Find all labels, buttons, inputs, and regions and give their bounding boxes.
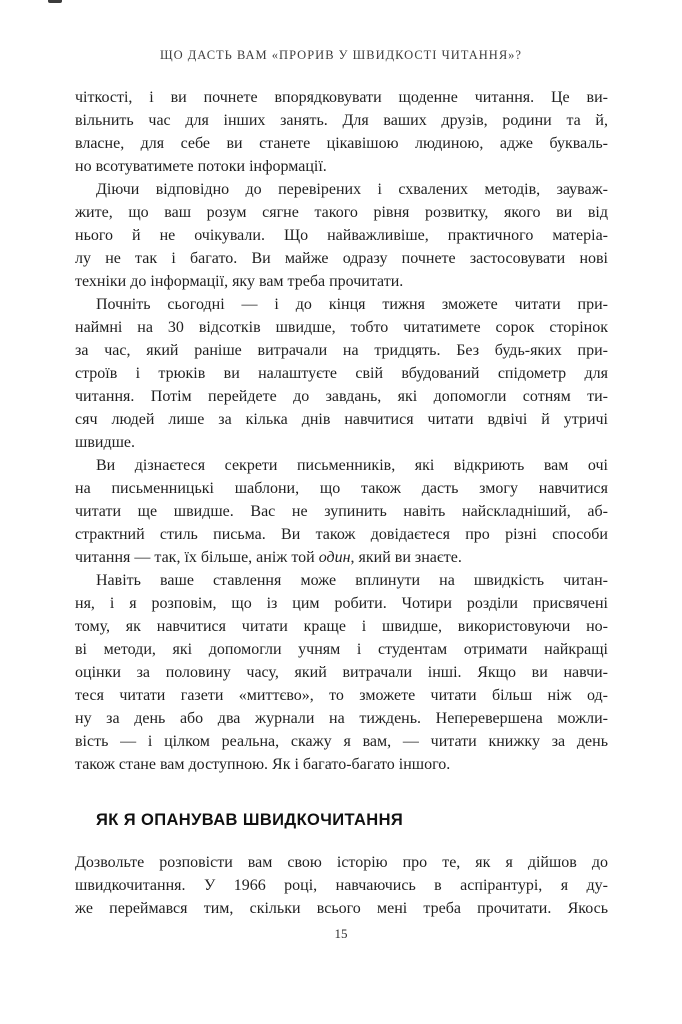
text-line: Діючи відповідно до перевірених і схвалених методів, зауваж-	[96, 181, 608, 198]
text-line: на письменницькі шаблони, що також дасть змогу навчитися	[75, 480, 608, 497]
paragraph	[75, 851, 608, 920]
text-line: за час, який раніше витрачали на тридцять. Без будь-яких при-	[75, 342, 608, 359]
text-line: строїв і трюків ви налаштуєте свій вбудований спідометр для	[75, 365, 608, 382]
text-line: оцінки за половину часу, який витрачали інші. Якщо ви навчи-	[75, 664, 608, 681]
text-line: страктний стиль письма. Ви також довідаєтеся про різні способи	[75, 526, 608, 543]
body-text	[75, 86, 608, 920]
section-heading: ЯК Я ОПАНУВАВ ШВИДКОЧИТАННЯ	[96, 811, 404, 829]
text-line: лу не так і багато. Ви майже одразу почнете застосовувати нові	[75, 250, 608, 267]
text-line: вільнить час для інших занять. Для ваших друзів, родини та й,	[75, 112, 608, 129]
text-line: ну за день або два журнали на тиждень. Неперевершена можли-	[75, 710, 608, 727]
paragraph	[75, 178, 608, 293]
text-line: чіткості, і ви почнете впорядковувати щоденне читання. Це ви-	[75, 89, 608, 106]
text-line: Навіть ваше ставлення може вплинути на швидкість читан-	[96, 572, 608, 589]
text-line: читання — так, їх більше, аніж той один, який ви знаєте.	[75, 549, 462, 566]
text-line: ві методи, які допомогли учням і студентам отримати найкращі	[75, 641, 608, 658]
paragraphs-bottom	[75, 851, 608, 920]
paragraphs-top	[75, 86, 608, 776]
text-line: теся читати газети «миттєво», то зможете читати більш ніж од-	[75, 687, 608, 704]
text-line: нього й не очікували. Що найважливіше, практичного матеріа-	[75, 227, 608, 244]
text-line: ня, і я розповім, що із цим робити. Чотири розділи присвячені	[75, 595, 608, 612]
text-line: Дозвольте розповісти вам свою історію про те, як я дійшов до	[75, 854, 608, 871]
text-line: власне, для себе ви станете цікавішою людиною, адже букваль-	[75, 135, 608, 152]
paragraph	[75, 454, 608, 569]
text-line: Ви дізнаєтеся секрети письменників, які відкриють вам очі	[96, 457, 608, 474]
paragraph	[75, 569, 608, 776]
running-head: ЩО ДАСТЬ ВАМ «ПРОРИВ У ШВИДКОСТІ ЧИТАННЯ»?	[160, 48, 522, 62]
text-line: же переймався тим, скільки всього мені треба прочитати. Якось	[75, 900, 608, 917]
text-line: сяч людей лише за кілька днів навчитися читати вдвічі й утричі	[75, 411, 608, 428]
text-line: но всотуватимете потоки інформації.	[75, 158, 327, 175]
paragraph	[75, 86, 608, 178]
text-line: читання. Потім перейдете до завдань, які допомогли сотням ти-	[75, 388, 608, 405]
text-line: тому, як навчитися читати краще і швидше, використовуючи но-	[75, 618, 608, 635]
text-line: наймні на 30 відсотків швидше, тобто читатимете сорок сторінок	[75, 319, 608, 336]
text-line: Почніть сьогодні — і до кінця тижня зможете читати при-	[96, 296, 608, 313]
page-number: 15	[334, 926, 348, 941]
paragraph	[75, 293, 608, 454]
text-line: техніки до інформації, яку вам треба прочитати.	[75, 273, 404, 290]
text-line: також стане вам доступною. Як і багато-багато іншого.	[75, 756, 451, 773]
scan-artifact	[48, 0, 62, 3]
text-line: швидкочитання. У 1966 році, навчаючись в аспірантурі, я ду-	[75, 877, 608, 894]
text-line: читати ще швидше. Вас не зупинить навіть найскладніший, аб-	[75, 503, 608, 520]
text-line: жите, що ваш розум сягне такого рівня розвитку, якого ви від	[75, 204, 608, 221]
text-line: вість — і цілком реальна, скажу я вам, — читати книжку за день	[75, 733, 608, 750]
text-line: швидше.	[75, 434, 135, 451]
